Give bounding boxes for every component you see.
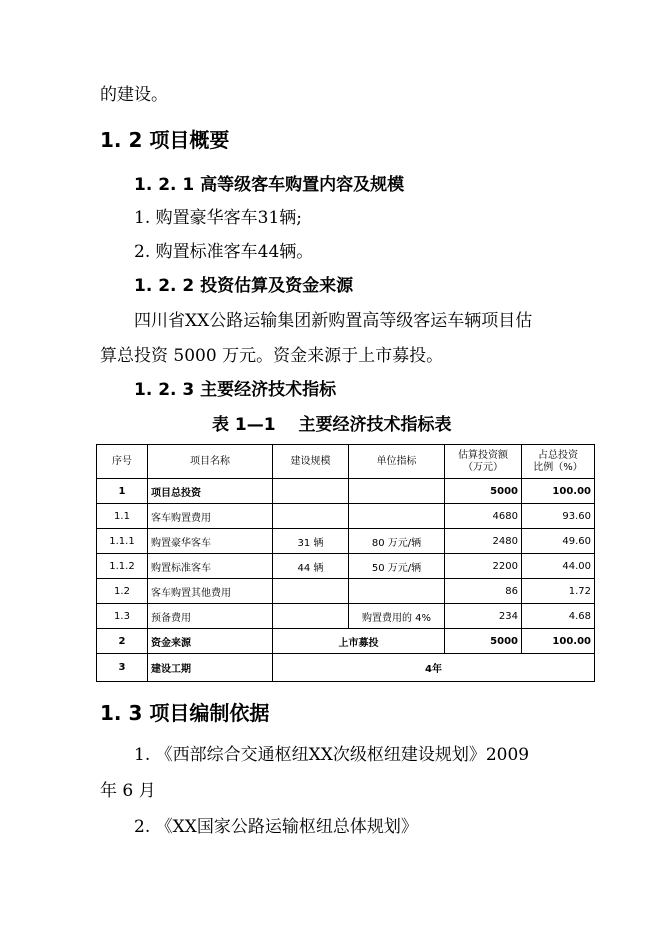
section-1-2-heading: 1. 2 项目概要 <box>100 128 230 152</box>
basis-item-2: 2. 《XX国家公路运输枢纽总体规划》 <box>134 817 418 837</box>
table-row <box>97 479 595 504</box>
cell-scale <box>273 479 349 504</box>
cell-seq: 1.1 <box>97 504 148 529</box>
header-scale: 建设规模 <box>273 445 349 479</box>
cell-ratio: 100.00 <box>522 629 595 654</box>
cell-seq: 1.3 <box>97 604 148 629</box>
table-row-funding <box>97 629 595 654</box>
table-row-period <box>97 654 595 682</box>
cell-unit: 购置费用的 4% <box>349 604 445 629</box>
table-row <box>97 554 595 579</box>
cell-ratio: 100.00 <box>522 479 595 504</box>
cell-seq: 1.2 <box>97 579 148 604</box>
cell-unit: 50 万元/辆 <box>349 554 445 579</box>
cell-scale <box>273 504 349 529</box>
table-row <box>97 579 595 604</box>
cell-unit <box>349 579 445 604</box>
header-investment-line2: （万元） <box>463 461 503 473</box>
cell-scale <box>273 604 349 629</box>
header-ratio-line1: 占总投资 <box>538 449 578 461</box>
cell-investment: 5000 <box>445 629 522 654</box>
header-investment <box>445 445 522 479</box>
cell-funding-source: 上市募投 <box>273 629 445 654</box>
cell-seq: 3 <box>97 654 148 682</box>
table-header-row <box>97 445 595 479</box>
table-row <box>97 604 595 629</box>
cell-name: 预备费用 <box>148 604 273 629</box>
cell-unit: 80 万元/辆 <box>349 529 445 554</box>
cell-investment: 2480 <box>445 529 522 554</box>
cell-name: 客车购置费用 <box>148 504 273 529</box>
section-1-3-heading: 1. 3 项目编制依据 <box>100 701 270 725</box>
subsection-1-2-2-heading: 1. 2. 2 投资估算及资金来源 <box>134 276 354 296</box>
header-seq: 序号 <box>97 445 148 479</box>
subsection-1-2-1-heading: 1. 2. 1 高等级客车购置内容及规模 <box>134 175 405 195</box>
economic-indicators-table <box>96 444 595 682</box>
cell-scale <box>273 579 349 604</box>
cell-unit <box>349 504 445 529</box>
cell-ratio: 1.72 <box>522 579 595 604</box>
intro-tail-text: 的建设。 <box>100 85 168 105</box>
investment-paragraph-line2: 算总投资 5000 万元。资金来源于上市募投。 <box>100 346 444 366</box>
cell-name: 购置标准客车 <box>148 554 273 579</box>
cell-seq: 1.1.1 <box>97 529 148 554</box>
purchase-item-1: 1. 购置豪华客车31辆; <box>134 208 302 228</box>
cell-unit <box>349 479 445 504</box>
cell-name: 购置豪华客车 <box>148 529 273 554</box>
cell-ratio: 49.60 <box>522 529 595 554</box>
table-row <box>97 529 595 554</box>
cell-period-value: 4年 <box>273 654 595 682</box>
table-caption: 表 1—1 主要经济技术指标表 <box>212 415 452 435</box>
cell-investment: 4680 <box>445 504 522 529</box>
cell-seq: 1 <box>97 479 148 504</box>
cell-investment: 5000 <box>445 479 522 504</box>
cell-ratio: 44.00 <box>522 554 595 579</box>
subsection-1-2-3-heading: 1. 2. 3 主要经济技术指标 <box>134 380 337 400</box>
cell-investment: 234 <box>445 604 522 629</box>
cell-name: 客车购置其他费用 <box>148 579 273 604</box>
cell-ratio: 93.60 <box>522 504 595 529</box>
header-unit: 单位指标 <box>349 445 445 479</box>
investment-paragraph-line1: 四川省XX公路运输集团新购置高等级客运车辆项目估 <box>134 311 533 331</box>
header-investment-line1: 估算投资额 <box>458 449 508 461</box>
basis-item-1-line1: 1. 《西部综合交通枢纽XX次级枢纽建设规划》2009 <box>134 745 530 765</box>
cell-ratio: 4.68 <box>522 604 595 629</box>
table-row <box>97 504 595 529</box>
header-ratio-line2: 比例（%） <box>533 461 583 473</box>
cell-scale: 44 辆 <box>273 554 349 579</box>
cell-seq: 2 <box>97 629 148 654</box>
cell-seq: 1.1.2 <box>97 554 148 579</box>
cell-investment: 86 <box>445 579 522 604</box>
cell-scale: 31 辆 <box>273 529 349 554</box>
header-ratio <box>522 445 595 479</box>
purchase-item-2: 2. 购置标准客车44辆。 <box>134 242 314 262</box>
basis-item-1-line2: 年 6 月 <box>100 781 156 801</box>
header-name: 项目名称 <box>148 445 273 479</box>
cell-name: 建设工期 <box>148 654 273 682</box>
cell-name: 资金来源 <box>148 629 273 654</box>
cell-investment: 2200 <box>445 554 522 579</box>
cell-name: 项目总投资 <box>148 479 273 504</box>
